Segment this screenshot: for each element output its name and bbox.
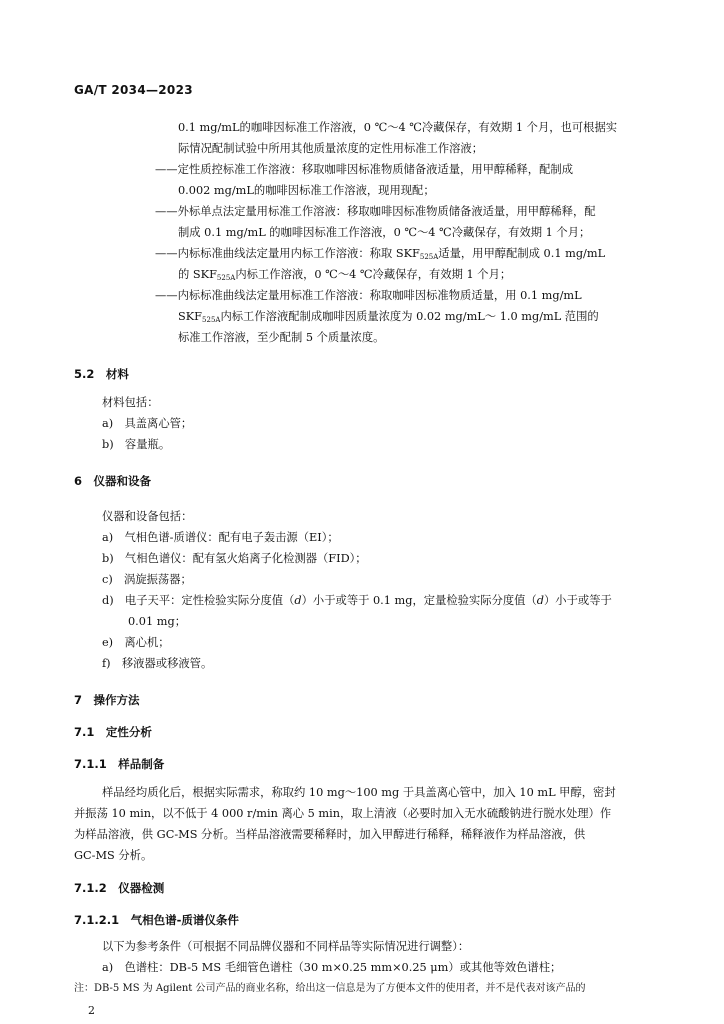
text-line: 以下为参考条件（可根据不同品牌仪器和不同样品等实际情况进行调整）： [102,940,470,953]
text-line: 际情况配制试验中所用其他质量浓度的定性用标准工作溶液； [178,142,484,155]
text-line: 0.002 mg/mL的咖啡因标准工作溶液，现用现配； [178,184,435,197]
page-number: 2 [88,1004,95,1017]
text-line: $SKF_{525A}$内标工作溶液配制成咖啡因质量浓度为 0.02 mg/mL～ 1.0 mg/mL 范围的 [178,310,599,324]
text-line: 0.01 mg； [128,615,186,628]
standard-number-header: GA/T 2034—2023 [74,83,193,97]
list-item-dash: ——外标单点法定量用标准工作溶液：移取咖啡因标准物质储备液适量，用甲醇稀释，配 [155,205,596,218]
paragraph-line: GC-MS 分析。 [74,849,153,862]
paragraph-line: 样品经均质化后，根据实际需求，称取约 10 mg～100 mg 于具盖离心管中，加入 10 mL 甲醇，密封 [102,786,616,799]
list-item-dash: ——定性质控标准工作溶液：移取咖啡因标准物质储备液适量，用甲醇稀释，配制成 [155,163,573,176]
section-heading-6: 6 仪器和设备 [74,474,152,488]
text-line: 的 $SKF_{525A}$内标工作溶液，0 ℃～4 ℃冷藏保存，有效期 1 个月； [178,268,512,282]
list-item: a) 具盖离心管； [102,417,193,430]
text-line: 0.1 mg/mL的咖啡因标准工作溶液，0 ℃～4 ℃冷藏保存，有效期 1 个月，也可根据实 [178,121,618,134]
list-item: a) 气相色谱-质谱仪：配有电子轰击源（EI）； [102,531,339,544]
list-item: b) 容量瓶。 [102,438,171,451]
text-line: 材料包括： [102,396,159,409]
paragraph-line: 并振荡 10 min，以不低于 4 000 r/min 离心 5 min，取上清液（必要时加入无水硫酸钠进行脱水处理）作 [74,807,612,820]
section-heading-7-1-1: 7.1.1 样品制备 [74,757,165,771]
list-item: c) 涡旋振荡器； [102,573,192,586]
text-line: 制成 0.1 mg/mL 的咖啡因标准工作溶液，0 ℃～4 ℃冷藏保存，有效期 1 个月； [178,226,591,239]
list-item-dash: ——内标标准曲线法定量用内标工作溶液：称取 $SKF_{525A}$适量，用甲醇配制成 0.1 mg/mL [155,247,606,261]
section-heading-7-1-2-1: 7.1.2.1 气相色谱-质谱仪条件 [74,913,239,927]
section-heading-5-2: 5.2 材料 [74,367,129,381]
section-heading-7-1-2: 7.1.2 仪器检测 [74,881,165,895]
list-item: a) 色谱柱：DB-5 MS 毛细管色谱柱（30 m×0.25 mm×0.25 μm）或其他等效色谱柱； [102,961,562,974]
text-line: 仪器和设备包括： [102,510,193,523]
section-heading-7: 7 操作方法 [74,693,140,707]
list-item-dash: ——内标标准曲线法定量用标准工作溶液：称取咖啡因标准物质适量，用 0.1 mg/mL [155,289,582,302]
note-line: 注：DB-5 MS 为 Agilent 公司产品的商业名称，给出这一信息是为了方便本文件的使用者，并不是代表对该产品的 [74,983,586,994]
list-item: f) 移液器或移液管。 [102,657,213,670]
list-item: d) 电子天平：定性检验实际分度值（d）小于或等于 0.1 mg，定量检验实际分度值（d）小于或等于 [102,594,612,607]
paragraph-line: 为样品溶液，供 GC-MS 分析。当样品溶液需要稀释时，加入甲醇进行稀释，稀释液作为样品溶液，供 [74,828,586,841]
list-item: b) 气相色谱仪：配有氢火焰离子化检测器（FID）； [102,552,367,565]
text-line: 标准工作溶液，至少配制 5 个质量浓度。 [178,331,385,344]
section-heading-7-1: 7.1 定性分析 [74,725,152,739]
list-item: e) 离心机； [102,636,170,649]
